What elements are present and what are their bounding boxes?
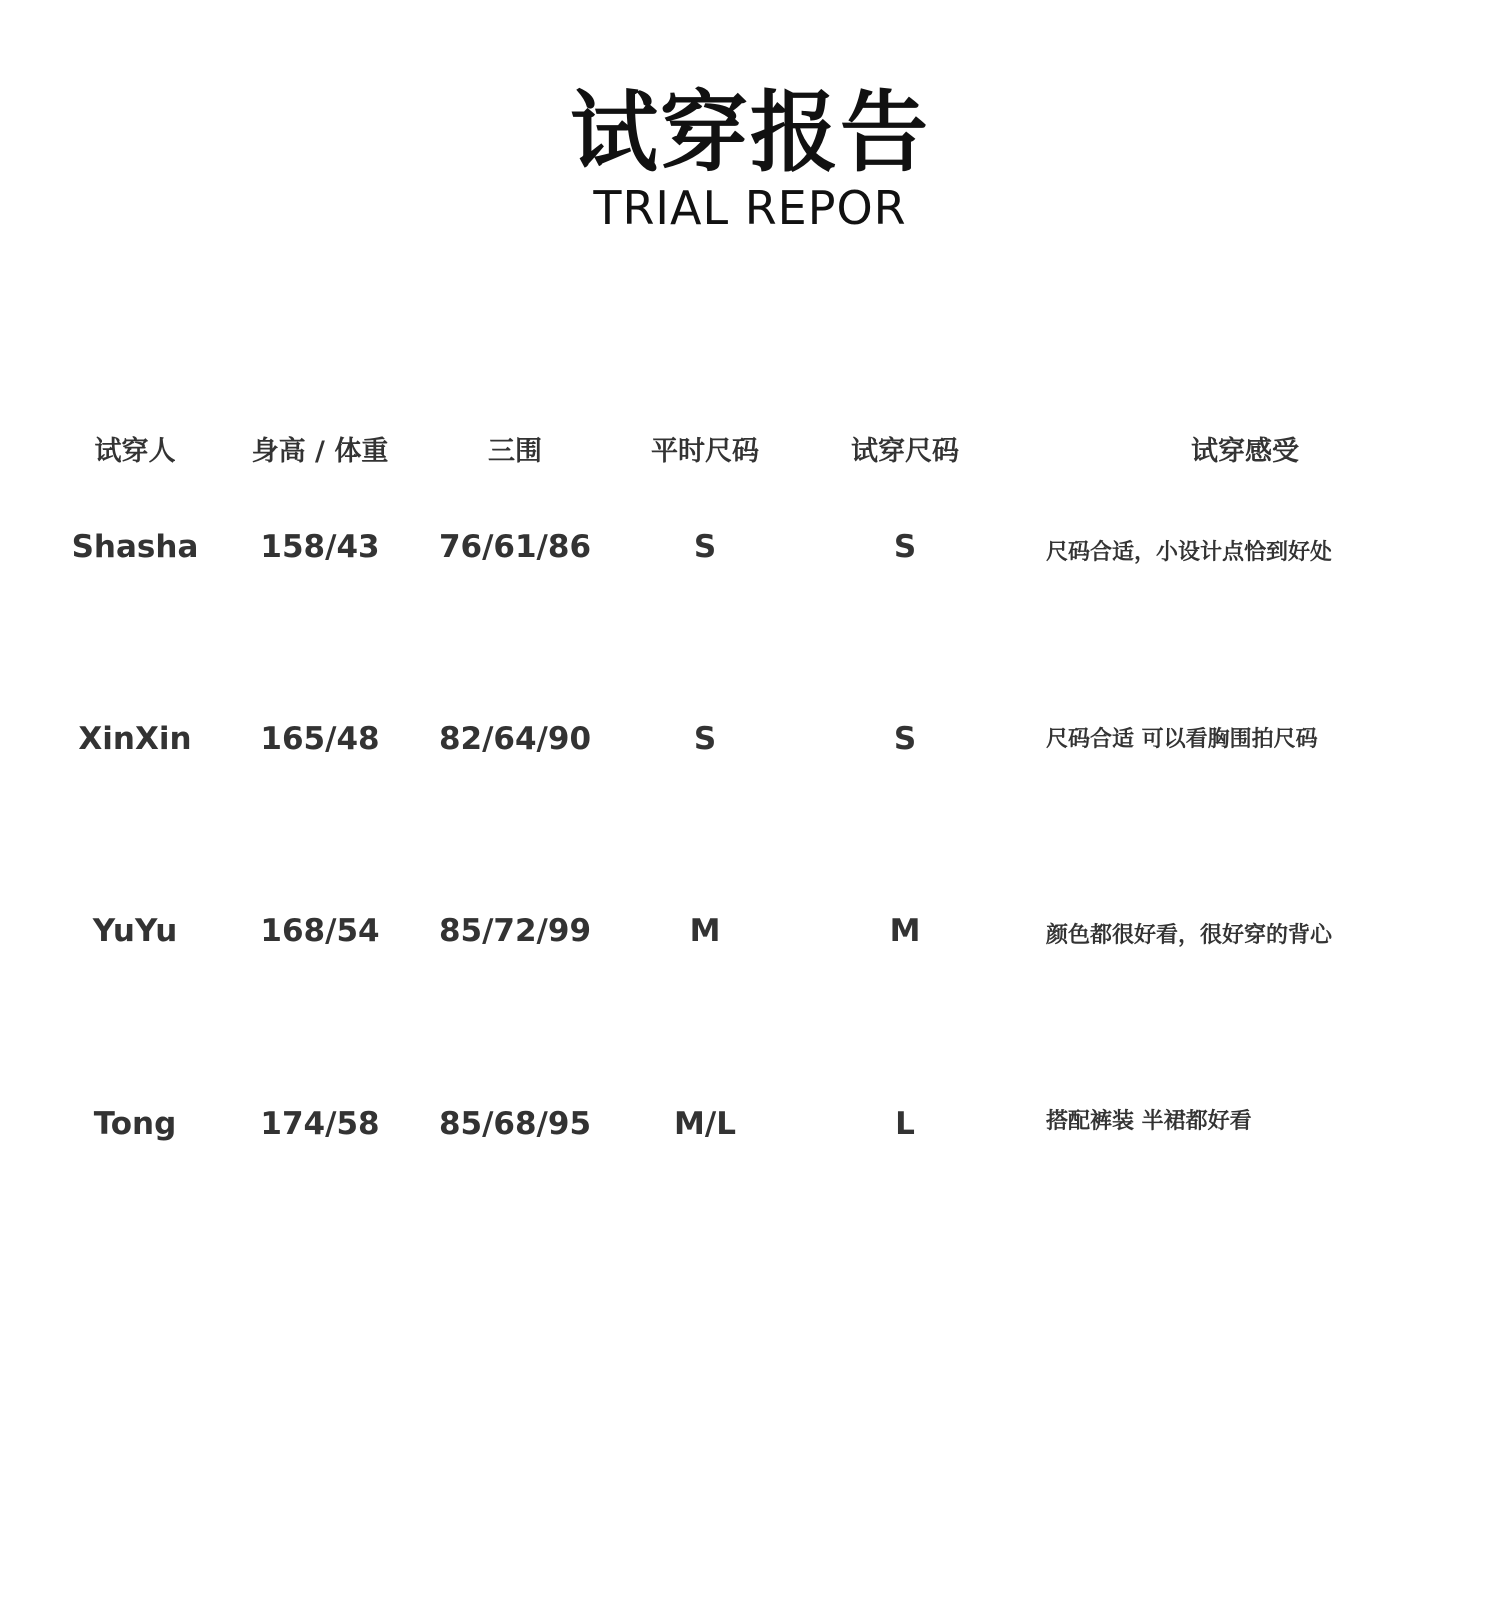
height-weight: 168/54 [260, 913, 380, 949]
column-header-tester: 试穿人 [94, 436, 176, 467]
height-weight: 174/58 [260, 1106, 380, 1142]
tester-name: Tong [93, 1106, 177, 1142]
column-header-feedback: 试穿感受 [1191, 436, 1299, 467]
feedback: 颜色都很好看，很好穿的背心 [1046, 923, 1333, 948]
column-header-measurements: 三围 [488, 436, 542, 467]
feedback: 尺码合适 可以看胸围拍尺码 [1046, 727, 1318, 752]
usual-size: S [693, 529, 717, 565]
usual-size: S [693, 721, 717, 757]
height-weight: 158/43 [260, 529, 380, 565]
trial-size: S [893, 529, 917, 565]
page-title: 试穿报告 [569, 81, 930, 184]
usual-size: M/L [674, 1106, 736, 1142]
tester-name: Shasha [71, 529, 199, 565]
tester-name: YuYu [92, 913, 178, 949]
column-header-height-weight: 身高 / 体重 [251, 436, 389, 467]
trial-size: M [889, 913, 921, 949]
measurements: 85/68/95 [438, 1106, 592, 1142]
page-subtitle: TRIAL REPOR [593, 181, 907, 235]
trial-size: S [893, 721, 917, 757]
column-header-usual-size: 平时尺码 [651, 436, 759, 467]
height-weight: 165/48 [260, 721, 380, 757]
column-header-trial-size: 试穿尺码 [851, 436, 959, 467]
feedback: 搭配裤装 半裙都好看 [1046, 1109, 1252, 1134]
tester-name: XinXin [78, 721, 192, 757]
feedback: 尺码合适，小设计点恰到好处 [1046, 540, 1333, 565]
measurements: 85/72/99 [438, 913, 592, 949]
trial-size: L [895, 1106, 915, 1142]
measurements: 76/61/86 [438, 529, 592, 565]
usual-size: M [689, 913, 721, 949]
measurements: 82/64/90 [438, 721, 592, 757]
